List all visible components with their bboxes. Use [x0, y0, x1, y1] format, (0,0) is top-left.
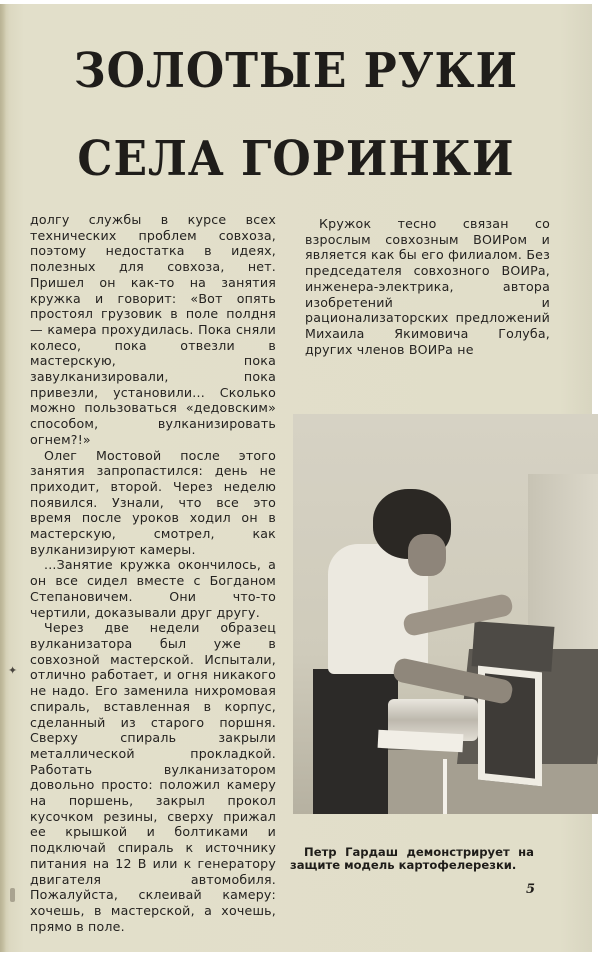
caption-line-2: защите модель картофелерезки.	[290, 858, 517, 872]
paragraph: Кружок тесно связан со взрослым совхозным ВОИРом и является как бы его филиалом. Без председателя совхозного ВОИРа, инженера-электрика, автора изобретений и рационализаторских предложений Михаила Якимовича Голуба, других членов ВОИРа не	[305, 216, 550, 357]
photo-caption	[290, 846, 534, 872]
photo-man-demonstrating-model	[293, 414, 598, 814]
margin-mark: ✦	[8, 664, 18, 677]
paragraph: ...Занятие кружка окончилось, а он все сидел вместе с Богданом Степановичем. Они что-то чертили, доказывали друг другу.	[30, 557, 276, 620]
photo-machine-lid	[472, 621, 555, 671]
page-number: 5	[526, 882, 536, 897]
article-title-line-2: СЕЛА ГОРИНКИ	[77, 131, 515, 188]
photo-power-cord	[443, 759, 447, 814]
page-edge-mark	[10, 888, 15, 902]
magazine-page	[0, 4, 592, 952]
photo-figure-face	[408, 534, 446, 576]
article-title-line-1: ЗОЛОТЫЕ РУКИ	[73, 43, 519, 100]
paragraph: долгу службы в курсе всех технических проблем совхоза, поэтому недостатка в идеях, полезных для совхоза, нет. Пришел он как-то на занятия кружка и говорит: «Вот опять простоял грузовик в поле полдня — камера прохудилась. Пока сняли колесо, пока отвезли в мастерскую, пока завулканизировали, пока привезли, установили... Сколько можно пользоваться «дедовским» способом, вулканизировать огнем?!»	[30, 212, 276, 447]
caption-line-1: Петр Гардаш демонстрирует на	[304, 845, 534, 859]
paragraph: Олег Мостовой после этого занятия запропастился: день не приходит, второй. Через неделю появился. Узнали, что все это время после уроков ходил он в мастерскую, смотрел, как вулканизируют камеры.	[30, 447, 276, 557]
left-text-column	[30, 212, 276, 934]
right-text-column	[305, 216, 550, 357]
paragraph: Через две недели образец вулканизатора был уже в совхозной мастерской. Испытали, отлично работает, и огня никакого не надо. Его заменила нихромовая спираль, вставленная в корпус, сделанный из старого поршня. Сверху спираль закрыли металлической прокладкой. Работать вулканизатором довольно просто: положил камеру на поршень, закрыл прокол кусочком резины, сверху прижал ее крышкой и болтиками и подключай спираль к источнику питания на 12 В или к генератору двигателя автомобиля. Пожалуйста, склеивай камеру: хочешь, в мастерской, а хочешь, прямо в поле.	[30, 620, 276, 934]
